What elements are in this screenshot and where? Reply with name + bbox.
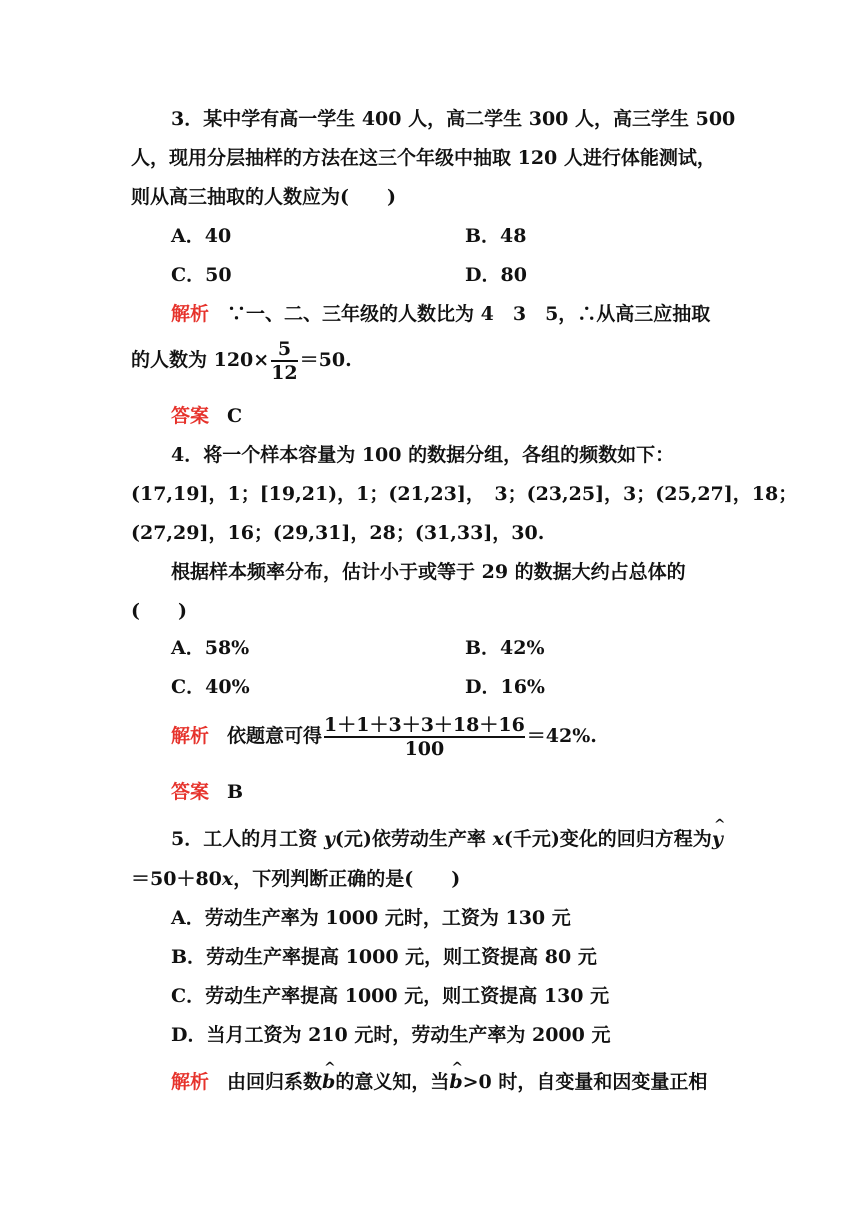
q3-option-b: B．48 (465, 225, 527, 247)
q3-analysis-suffix: ＝50. (299, 349, 352, 371)
q3-analysis-text: ∵一、二、三年级的人数比为 4 3 5，∴从高三应抽取 (227, 303, 711, 325)
analysis-label: 解析 (171, 303, 210, 325)
b-hat-symbol: ^ b (449, 1069, 462, 1095)
var-y: y (323, 828, 335, 850)
q5-analysis-text: 由回归系数 (227, 1071, 323, 1093)
q4-analysis-suffix: ＝42%. (526, 725, 597, 747)
q4-stem-line5: ( ) (131, 600, 187, 622)
q5-text: ＝50＋80 (131, 868, 222, 890)
q4-stem-line3: (27,29]，16；(29,31]，28；(31,33]，30. (131, 522, 545, 544)
q5-text: ，下列判断正确的是( ) (233, 868, 461, 890)
answer-value: C (227, 405, 243, 427)
q4-stem-line1: 4．将一个样本容量为 100 的数据分组，各组的频数如下： (171, 444, 675, 466)
q5-analysis-text: >0 时，自变量和因变量正相 (462, 1071, 708, 1093)
fraction-numerator: 1＋1＋3＋3＋18＋16 (324, 714, 525, 736)
q5-option-c: C．劳动生产率提高 1000 元，则工资提高 130 元 (171, 985, 610, 1007)
answer-label: 答案 (171, 781, 210, 803)
q5-option-b: B．劳动生产率提高 1000 元，则工资提高 80 元 (171, 946, 597, 968)
q5-stem-line2 (131, 866, 731, 892)
q4-stem-line4: 根据样本频率分布，估计小于或等于 29 的数据大约占总体的 (171, 561, 686, 583)
b-hat-symbol: ^ b (322, 1069, 335, 1095)
fraction (271, 338, 297, 384)
q4-analysis (171, 714, 771, 760)
q4-option-b: B．42% (465, 637, 545, 659)
q3-answer (171, 403, 771, 429)
analysis-label: 解析 (171, 725, 210, 747)
q3-stem-line2: 人，现用分层抽样的方法在这三个年级中抽取 120 人进行体能测试， (131, 147, 716, 169)
q3-stem-line1: 3．某中学有高一学生 400 人，高二学生 300 人，高三学生 500 (171, 108, 736, 130)
q3-analysis-line1 (171, 301, 771, 327)
q3-analysis-line2 (131, 338, 731, 384)
q4-option-d: D．16% (465, 676, 545, 698)
q3-stem-line3: 则从高三抽取的人数应为( ) (131, 186, 396, 208)
q5-option-a: A．劳动生产率为 1000 元时，工资为 130 元 (171, 907, 571, 929)
q4-option-c: C．40% (171, 676, 250, 698)
fraction-denominator: 100 (404, 738, 445, 760)
q3-option-a: A．40 (171, 225, 232, 247)
q3-option-c: C．50 (171, 264, 232, 286)
q5-text: (千元)变化的回归方程为 (503, 828, 712, 850)
q5-text: 5．工人的月工资 (171, 828, 324, 850)
q5-stem-line1 (171, 826, 771, 852)
q3-analysis-prefix: 的人数为 120× (131, 349, 270, 371)
answer-label: 答案 (171, 405, 210, 427)
q3-option-d: D．80 (465, 264, 527, 286)
fraction-numerator: 5 (277, 338, 292, 360)
answer-value: B (227, 781, 244, 803)
q5-text: (元)依劳动生产率 (334, 828, 493, 850)
q4-answer (171, 779, 771, 805)
var-x: x (221, 868, 234, 890)
q4-stem-line2: (17,19]，1；[19,21)，1；(21,23]， 3；(23,25]，3；(25,27]，18； (131, 483, 798, 505)
y-hat-symbol: ^ y (712, 826, 723, 852)
var-x: x (492, 828, 504, 850)
q4-option-a: A．58% (171, 637, 250, 659)
q4-analysis-prefix: 依题意可得 (227, 725, 323, 747)
q5-option-d: D．当月工资为 210 元时，劳动生产率为 2000 元 (171, 1024, 611, 1046)
fraction-denominator: 12 (271, 362, 298, 384)
q5-analysis (171, 1069, 771, 1095)
fraction (324, 714, 525, 760)
q5-analysis-text: 的意义知，当 (335, 1071, 450, 1093)
analysis-label: 解析 (171, 1071, 210, 1093)
